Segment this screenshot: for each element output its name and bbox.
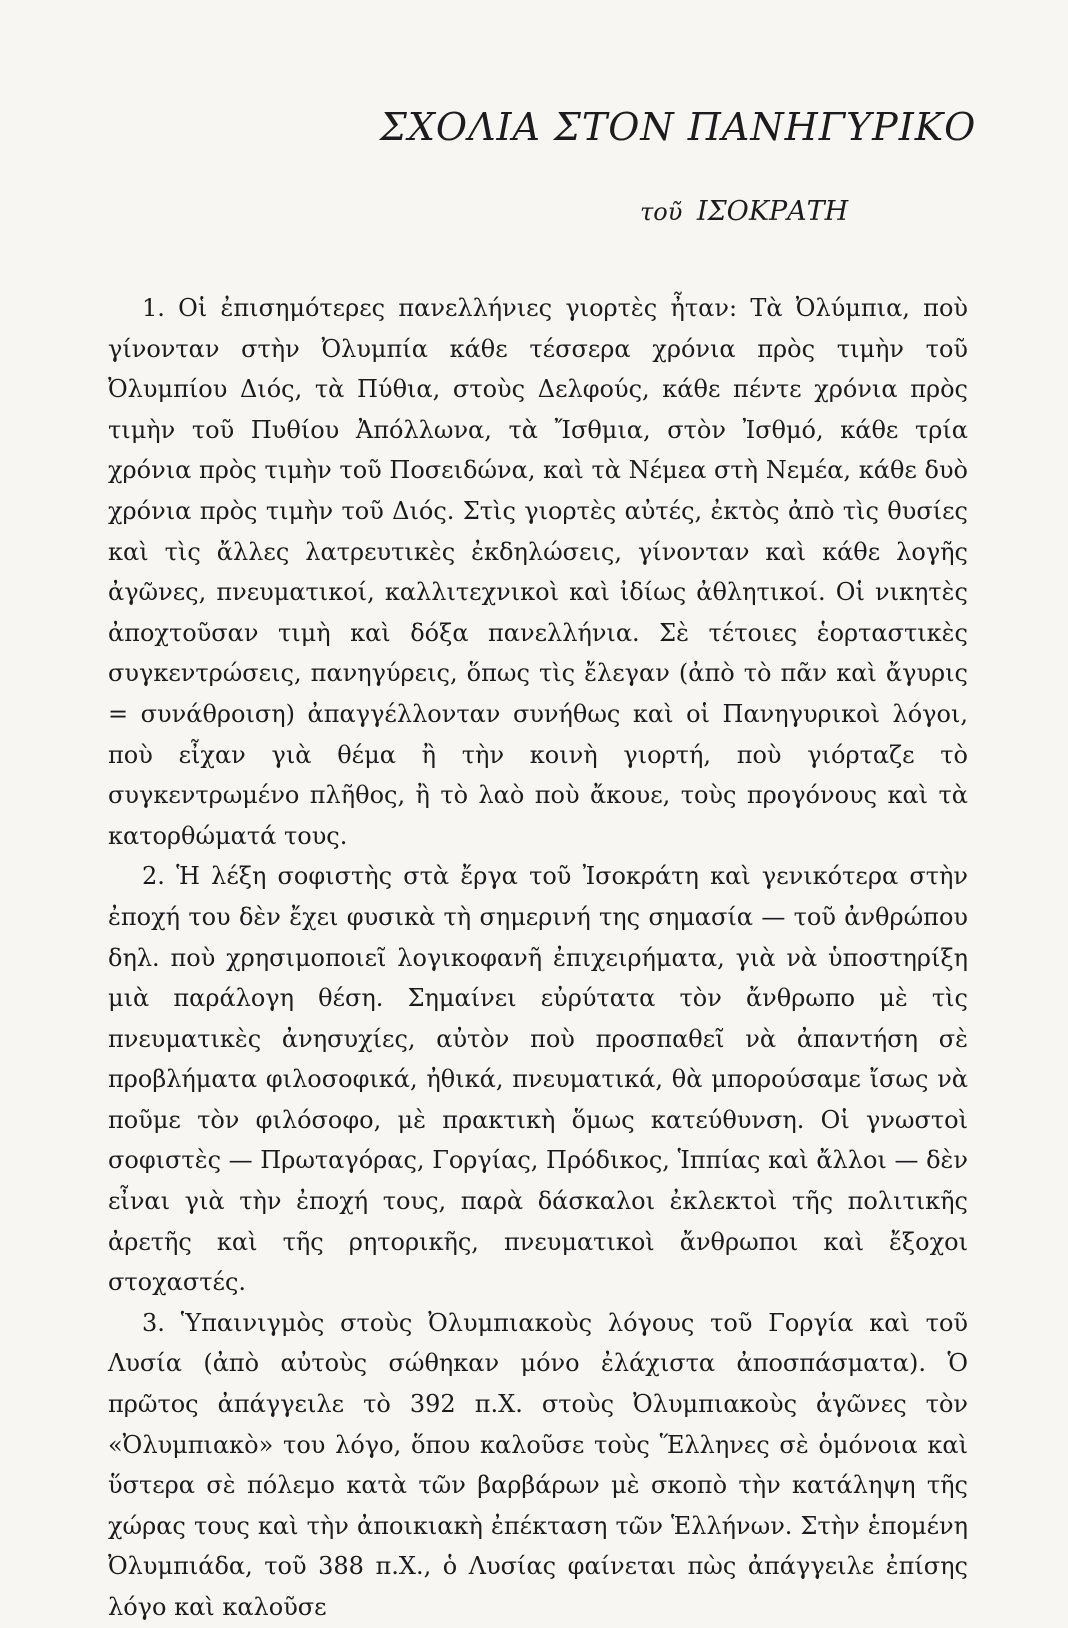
subtitle-author: ΙΣΟΚΡΑΤΗ [696,196,849,227]
paragraph-note-3: 3. Ὑπαινιγμὸς στοὺς Ὀλυμπιακοὺς λόγους τοῦ Γοργία καὶ τοῦ Λυσία (ἀπὸ αὐτοὺς σώθηκαν μόνο ἐλάχιστα ἀποσπάσματα). Ὁ πρῶτος ἀπάγγειλε τὸ 392 π.Χ. στοὺς Ὀλυμπιακοὺς ἀγῶνες τὸν «Ὀλυμπιακὸ» του λόγο, ὅπου καλοῦσε τοὺς Ἕλληνες σὲ ὁμόνοια καὶ ὕστερα σὲ πόλεμο κατὰ τῶν βαρβάρων μὲ σκοπὸ τὴν κατάληψη τῆς χώρας τους καὶ τὴν ἀποικιακὴ ἐπέκταση τῶν Ἑλλήνων. Στὴν ἑπομένη Ὀλυμπιάδα, τοῦ 388 π.Χ., ὁ Λυσίας φαίνεται πὼς ἀπάγγειλε ἐπίσης λόγο καὶ καλοῦσε [108,1308,968,1621]
body-text [108,288,968,1628]
paragraph-note-2: 2. Ἡ λέξη σοφιστὴς στὰ ἔργα τοῦ Ἰσοκράτη καὶ γενικότερα στὴν ἐποχή του δὲν ἔχει φυσικὰ τὴ σημερινή της σημασία — τοῦ ἀνθρώπου δηλ. ποὺ χρησιμοποιεῖ λογικοφανῆ ἐπιχειρήματα, γιὰ νὰ ὑποστηρίξη μιὰ παράλογη θέση. Σημαίνει εὐρύτατα τὸν ἄνθρωπο μὲ τὶς πνευματικὲς ἀνησυχίες, αὐτὸν ποὺ προσπαθεῖ νὰ ἀπαντήση σὲ προβλήματα φιλοσοφικά, ἠθικά, πνευματικά, θὰ μπορούσαμε ἴσως νὰ ποῦμε τὸν φιλόσοφο, μὲ πρακτικὴ ὅμως κατεύθυνση. Οἱ γνωστοὶ σοφιστὲς — Πρωταγόρας, Γοργίας, Πρόδικος, Ἱππίας καὶ ἄλλοι — δὲν εἶναι γιὰ τὴν ἐποχή τους, παρὰ δάσκαλοι ἐκλεκτοὶ τῆς πολιτικῆς ἀρετῆς καὶ τῆς ρητορικῆς, πνευματικοὶ ἄνθρωποι καὶ ἔξοχοι στοχαστές. [108,862,968,1297]
page-subtitle [640,196,848,227]
subtitle-article: τοῦ [640,198,683,226]
page-title: ΣΧΟΛΙΑ ΣΤΟΝ ΠΑΝΗΓΥΡΙΚΟ [380,105,977,149]
paragraph-note-1: 1. Οἱ ἐπισημότερες πανελλήνιες γιορτὲς ἦταν: Τὰ Ὀλύμπια, ποὺ γίνονταν στὴν Ὀλυμπία κάθε τέσσερα χρόνια πρὸς τιμὴν τοῦ Ὀλυμπίου Διός, τὰ Πύθια, στοὺς Δελφούς, κάθε πέντε χρόνια πρὸς τιμὴν τοῦ Πυθίου Ἀπόλλωνα, τὰ Ἴσθμια, στὸν Ἰσθμό, κάθε τρία χρόνια πρὸς τιμὴν τοῦ Ποσειδώνα, καὶ τὰ Νέμεα στὴ Νεμέα, κάθε δυὸ χρόνια πρὸς τιμὴν τοῦ Διός. Στὶς γιορτὲς αὐτές, ἐκτὸς ἀπὸ τὶς θυσίες καὶ τὶς ἄλλες λατρευτικὲς ἐκδηλώσεις, γίνονταν καὶ κάθε λογῆς ἀγῶνες, πνευματικοί, καλλιτεχνικοὶ καὶ ἰδίως ἀθλητικοί. Οἱ νικητὲς ἀποχτοῦσαν τιμὴ καὶ δόξα πανελλήνια. Σὲ τέτοιες ἑορταστικὲς συγκεντρώσεις, πανηγύρεις, ὅπως τὶς ἔλεγαν (ἀπὸ τὸ πᾶν καὶ ἄγυρις = συνάθροιση) ἀπαγγέλλονταν συνήθως καὶ οἱ Πανηγυρικοὶ λόγοι, ποὺ εἶχαν γιὰ θέμα ἢ τὴν κοινὴ γιορτή, ποὺ γιόρταζε τὸ συγκεντρωμένο πλῆθος, ἢ τὸ λαὸ ποὺ ἄκουε, τοὺς προγόνους καὶ τὰ κατορθώματά τους. [108,294,968,850]
